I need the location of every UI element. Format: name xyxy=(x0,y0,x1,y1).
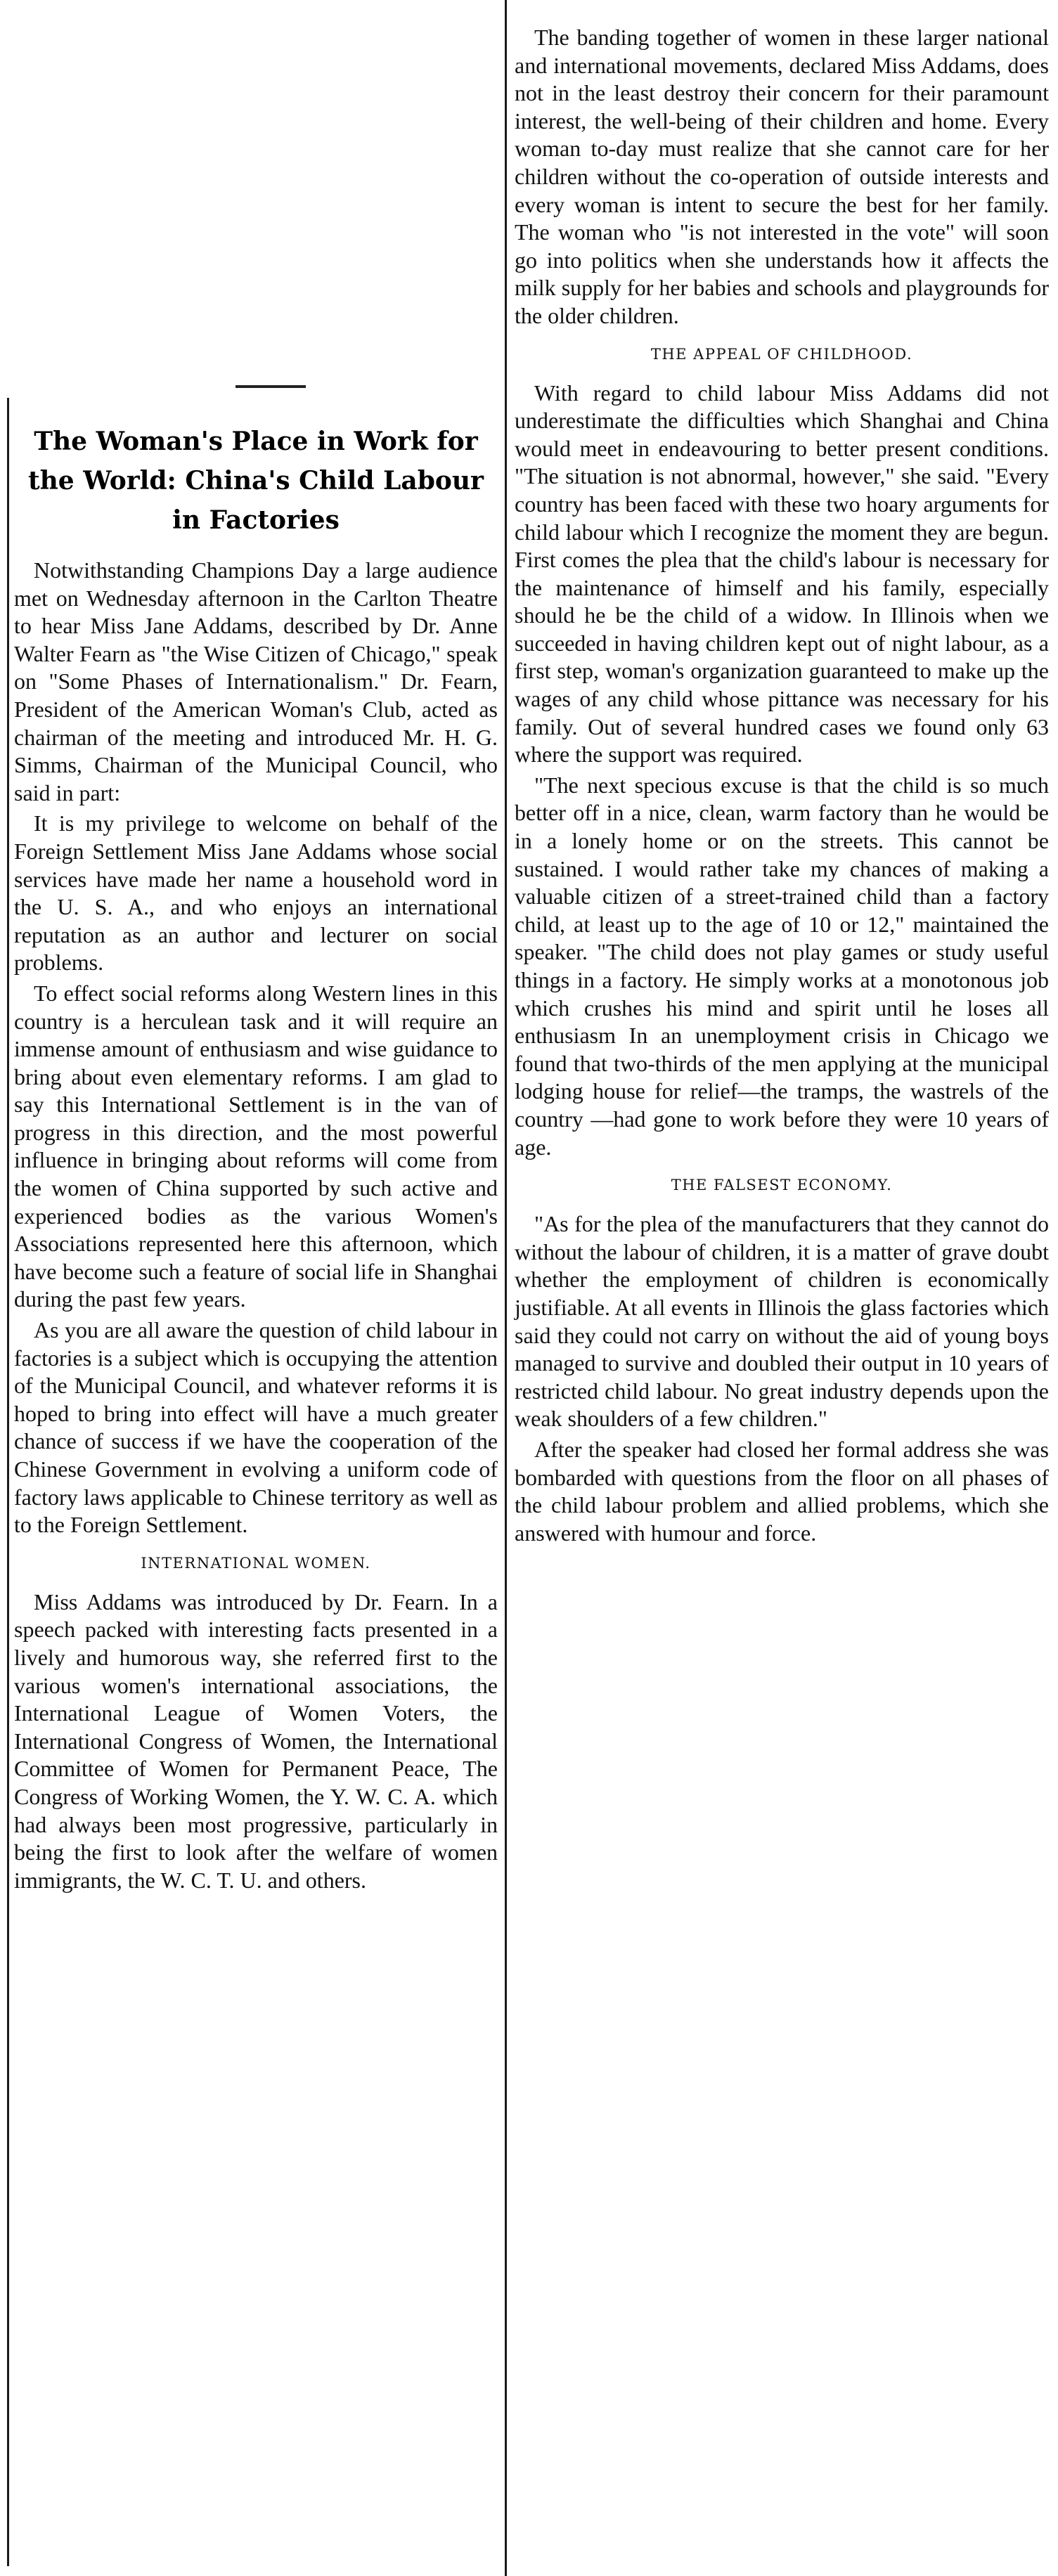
paragraph: The banding together of women in these larger national and international movements, declared Miss Addams, does not in the least destroy their concern for their paramount interest, the well-being of their children and home. Every woman to-day must realize that she cannot care for her children without the co-operation of outside interests and every woman is intent to secure the best for her family. The woman who "is not interested in the vote" will soon go into politics when she understands how it affects the milk supply for her babies and schools and playgrounds for the older children. xyxy=(515,25,1049,328)
paragraph: "The next specious excuse is that the child is so much better off in a nice, clean, warm factory than he would be in a lonely home or on the streets. This cannot be sustained. I would rather take my chances of making a valuable citizen of a street-trained child than a factory child, at least up to the age of 10 or 12," maintained the speaker. "The child does not play games or study useful things in a factory. He simply works at a monotonous job which crushes his mind and spirit until he loses all enthusiasm In an unemployment crisis in Chicago we found that two-thirds of the men applying at the municipal lodging house for relief—the tramps, the wastrels of the country —had gone to work before they were 10 years of age. xyxy=(515,772,1049,1160)
paragraph: With regard to child labour Miss Addams did not underestimate the difficulties which Shanghai and China would meet in endeavouring to better present conditions. "The situation is not abnormal, however," she said. "Every country has been faced with these two hoary arguments for child labour which I recognize the moment they are begun. First comes the plea that the child's labour is necessary for the maintenance of himself and his family, especially should he be the child of a widow. In Illinois when we succeeded in having children kept out of night labour, as a first step, woman's organization guaranteed to make up the wages of any child whose pittance was necessary for his family. Out of several hundred cases we found only 63 where the support was required. xyxy=(515,380,1049,768)
left-margin-rule xyxy=(7,398,9,2566)
paragraph: Notwithstanding Champions Day a large audience met on Wednesday afternoon in the Carlton Theatre to hear Miss Jane Addams, described by Dr. Anne Walter Fearn as "the Wise Citizen of Chicago," speak on "Some Phases of Internationalism." Dr. Fearn, President of the American Woman's Club, acted as chairman of the meeting and introduced Mr. H. G. Simms, Chairman of the Municipal Council, who said in part: xyxy=(14,557,498,805)
article-headline: The Woman's Place in Work for the World: China's Child Labour in Factories xyxy=(27,427,484,535)
right-column xyxy=(515,24,1049,1550)
paragraph: After the speaker had closed her formal address she was bombarded with questions from the floor on all phases of the child labour problem and allied problems, which she answered with humour and force. xyxy=(515,1436,1049,1546)
paragraph: Miss Addams was introduced by Dr. Fearn. In a speech packed with interesting facts presented in a lively and humorous way, she referred first to the various women's international associations, the International League of Women Voters, the International Congress of Women, the International Committee of Women for Permanent Peace, The Congress of Working Women, the Y. W. C. A. which had always been most progressive, particularly in being the first to look after the welfare of women immigrants, the W. C. T. U. and others. xyxy=(14,1588,498,1893)
headline-ornament-rule xyxy=(236,385,306,388)
section-subhead: INTERNATIONAL WOMEN. xyxy=(141,1554,371,1572)
paragraph: "As for the plea of the manufacturers that they cannot do without the labour of children, it is a matter of grave doubt whether the employment of children is economically justifiable. At all events in Illinois the glass factories which said they could not carry on without the aid of young boys managed to survive and doubled their output in 10 years of restricted child labour. No great industry depends upon the weak shoulders of a few children." xyxy=(515,1211,1049,1432)
section-subhead: THE APPEAL OF CHILDHOOD. xyxy=(650,345,913,363)
left-column xyxy=(14,401,498,1897)
paragraph: As you are all aware the question of child labour in factories is a subject which is occupying the attention of the Municipal Council, and whatever reforms it is hoped to bring into effect will have a much greater chance of success if we have the cooperation of the Chinese Government in evolving a uniform code of factory laws applicable to Chinese territory as well as to the Foreign Settlement. xyxy=(14,1317,498,1538)
paragraph: It is my privilege to welcome on behalf of the Foreign Settlement Miss Jane Addams whose social services have made her name a household word in the U. S. A., and who enjoys an international reputation as an author and lecturer on social problems. xyxy=(14,810,498,976)
column-divider xyxy=(505,0,507,2576)
section-subhead: THE FALSEST ECONOMY. xyxy=(671,1177,893,1194)
paragraph: To effect social reforms along Western lines in this country is a herculean task and it will require an immense amount of enthusiasm and wise guidance to bring about even elementary reforms. I am glad to say this International Settlement is in the van of progress in this direction, and the most powerful influence in bringing about reforms will come from the women of China supported by such active and experienced bodies as the various Women's Associations represented here this afternoon, which have become such a feature of social life in Shanghai during the past few years. xyxy=(14,980,498,1312)
